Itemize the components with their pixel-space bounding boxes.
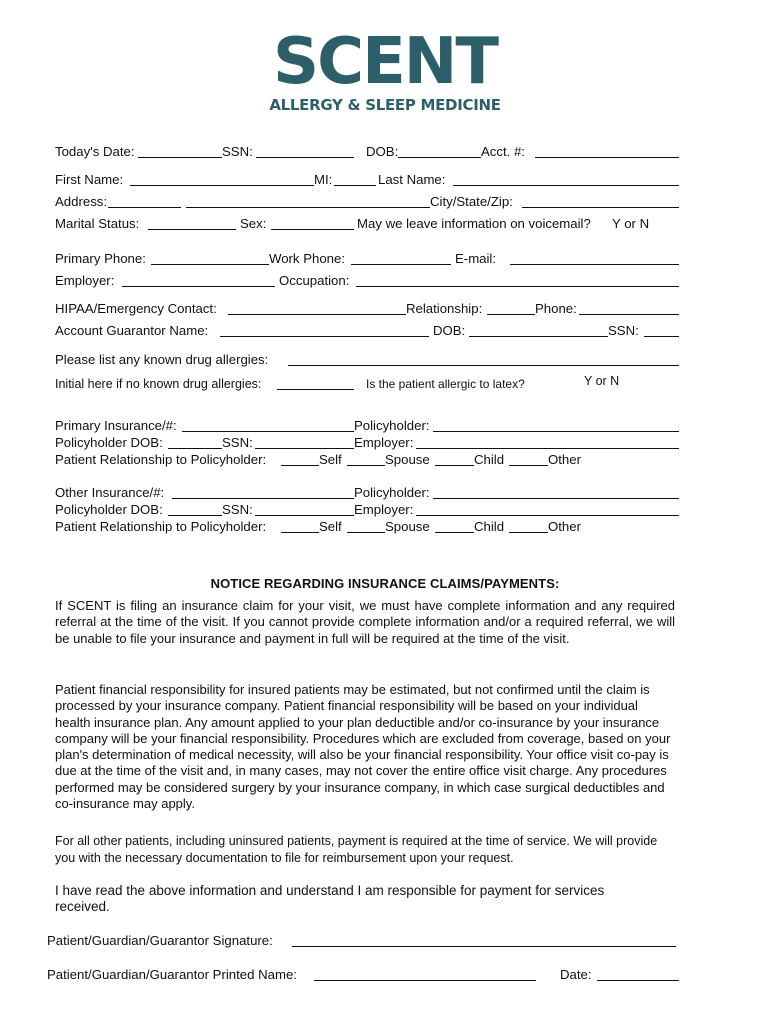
other-relationship-label: Patient Relationship to Policyholder: [55,519,267,534]
notice-paragraph-4: I have read the above information and understand I am responsible for payment for services received. [55,883,605,915]
row-primary-dob [0,434,770,452]
row-signature [0,932,770,950]
last-name-field[interactable] [453,171,679,186]
notice-paragraph-1: If SCENT is filing an insurance claim for your visit, we must have complete information and any required referral at the time of the visit. If you cannot provide complete information and/or a required referral, we will be unable to file your insurance and payment in full will be required at the time of the visit. [55,598,675,646]
dob-field[interactable] [398,143,481,158]
other-policyholder-field[interactable] [433,484,679,499]
primary-relationship-label: Patient Relationship to Policyholder: [55,452,267,467]
primary-employer-label: Employer: [354,435,414,450]
notice-title: NOTICE REGARDING INSURANCE CLAIMS/PAYMENTS: [210,576,560,591]
primary-spouse-label: Spouse [385,452,430,467]
city-state-zip-field[interactable] [522,193,679,208]
todays-date-label: Today's Date: [55,144,135,159]
other-self-blank[interactable] [281,518,319,533]
allergies-label: Please list any known drug allergies: [55,352,269,367]
todays-date-field[interactable] [138,143,222,158]
primary-ssn-label: SSN: [222,435,253,450]
ssn-label: SSN: [222,144,253,159]
sex-label: Sex: [240,216,267,231]
guarantor-ssn-field[interactable] [644,322,679,337]
row-names [0,171,770,189]
other-policyholder-label: Policyholder: [354,485,430,500]
other-ssn-label: SSN: [222,502,253,517]
primary-spouse-blank[interactable] [347,451,385,466]
employer-label: Employer: [55,273,115,288]
row-other-relationship [0,518,770,536]
printed-name-label: Patient/Guardian/Guarantor Printed Name: [47,967,297,982]
marital-status-field[interactable] [148,215,236,230]
work-phone-label: Work Phone: [269,251,345,266]
latex-question: Is the patient allergic to latex? [366,377,525,391]
row-latex [0,375,770,393]
printed-name-field[interactable] [314,966,536,981]
primary-insurance-field[interactable] [182,417,354,432]
sex-field[interactable] [271,215,354,230]
relationship-field[interactable] [487,300,535,315]
email-field[interactable] [510,250,679,265]
other-ssn-field[interactable] [255,501,354,516]
primary-employer-field[interactable] [416,434,679,449]
primary-policyholder-dob-label: Policyholder DOB: [55,435,163,450]
other-policyholder-dob-label: Policyholder DOB: [55,502,163,517]
other-child-label: Child [474,519,505,534]
phone-field[interactable] [579,300,679,315]
latex-y-or-n[interactable]: Y or N [584,374,620,388]
guarantor-dob-label: DOB: [433,323,466,338]
row-printed-name [0,966,770,984]
other-other-blank[interactable] [509,518,548,533]
row-guarantor [0,322,770,340]
voicemail-question: May we leave information on voicemail? [357,216,591,231]
guarantor-ssn-label: SSN: [608,323,639,338]
row-other-dob [0,501,770,519]
signature-label: Patient/Guardian/Guarantor Signature: [47,933,273,948]
acct-label: Acct. #: [481,144,525,159]
row-primary-relationship [0,451,770,469]
logo-title: SCENT [273,25,497,99]
row-employer [0,272,770,290]
other-insurance-field[interactable] [172,484,354,499]
work-phone-field[interactable] [351,250,451,265]
relationship-label: Relationship: [406,301,483,316]
row-marital [0,215,770,233]
primary-ssn-field[interactable] [255,434,354,449]
primary-policyholder-dob-field[interactable] [168,434,222,449]
first-name-field[interactable] [130,171,314,186]
primary-self-blank[interactable] [281,451,319,466]
logo-subtitle: ALLERGY & SLEEP MEDICINE [269,96,501,114]
other-spouse-label: Spouse [385,519,430,534]
primary-insurance-label: Primary Insurance/#: [55,418,177,433]
hipaa-contact-field[interactable] [228,300,406,315]
mi-field[interactable] [334,171,376,186]
phone-label: Phone: [535,301,577,316]
other-child-blank[interactable] [435,518,474,533]
other-insurance-label: Other Insurance/#: [55,485,165,500]
other-other-label: Other [548,519,581,534]
last-name-label: Last Name: [378,172,446,187]
account-guarantor-label: Account Guarantor Name: [55,323,209,338]
notice-paragraph-3: For all other patients, including uninsured patients, payment is required at the time of service. We will provide you with the necessary documentation to file for reimbursement upon your request. [55,834,658,865]
row-hipaa [0,300,770,318]
logo [0,25,770,114]
other-self-label: Self [319,519,342,534]
city-state-zip-label: City/State/Zip: [430,194,513,209]
other-policyholder-dob-field[interactable] [168,501,222,516]
primary-policyholder-field[interactable] [433,417,679,432]
primary-phone-label: Primary Phone: [55,251,146,266]
mi-label: MI: [314,172,333,187]
other-spouse-blank[interactable] [347,518,385,533]
primary-phone-field[interactable] [151,250,269,265]
row-phones [0,250,770,268]
date-field[interactable] [597,966,679,981]
employer-field[interactable] [122,272,275,287]
primary-child-blank[interactable] [435,451,474,466]
primary-other-label: Other [548,452,581,467]
initial-no-allergies-field[interactable] [277,375,354,390]
row-address [0,193,770,211]
voicemail-y-or-n[interactable]: Y or N [612,216,650,231]
occupation-field[interactable] [356,272,679,287]
signature-field[interactable] [292,932,676,947]
primary-child-label: Child [474,452,505,467]
primary-other-blank[interactable] [509,451,548,466]
hipaa-contact-label: HIPAA/Emergency Contact: [55,301,217,316]
other-employer-field[interactable] [416,501,679,516]
row-other-insurance [0,484,770,502]
email-label: E-mail: [455,251,497,266]
marital-status-label: Marital Status: [55,216,140,231]
occupation-label: Occupation: [279,273,350,288]
address-field-2[interactable] [186,193,430,208]
account-guarantor-field[interactable] [220,322,429,337]
address-field-1[interactable] [108,193,181,208]
first-name-label: First Name: [55,172,124,187]
notice-paragraph-2: Patient financial responsibility for insured patients may be estimated, but not confirmed until the claim is processed by your insurance company. Patient financial responsibility will be based on your individual health insurance plan. Any amount applied to your plan deductible and/or co-insurance by your insurance company will be your financial responsibility. Procedures which are excluded from coverage, based on your plan's determination of medical necessity, will also be your financial responsibility. Your office visit co-pay is due at the time of the visit and, in many cases, may not cover the entire office visit charge. Any procedures performed may be considered surgery by your insurance company, in which case surgical deductibles and co-insurance may apply. [55,682,671,812]
row-dates [0,143,770,161]
guarantor-dob-field[interactable] [469,322,608,337]
other-employer-label: Employer: [354,502,414,517]
acct-field[interactable] [535,143,679,158]
ssn-field[interactable] [256,143,354,158]
dob-label: DOB: [366,144,399,159]
row-allergies [0,351,770,369]
address-label: Address: [55,194,108,209]
initial-no-allergies-label: Initial here if no known drug allergies: [55,377,262,391]
date-label: Date: [560,967,592,982]
row-primary-insurance [0,417,770,435]
primary-policyholder-label: Policyholder: [354,418,430,433]
allergies-field[interactable] [288,351,679,366]
primary-self-label: Self [319,452,342,467]
